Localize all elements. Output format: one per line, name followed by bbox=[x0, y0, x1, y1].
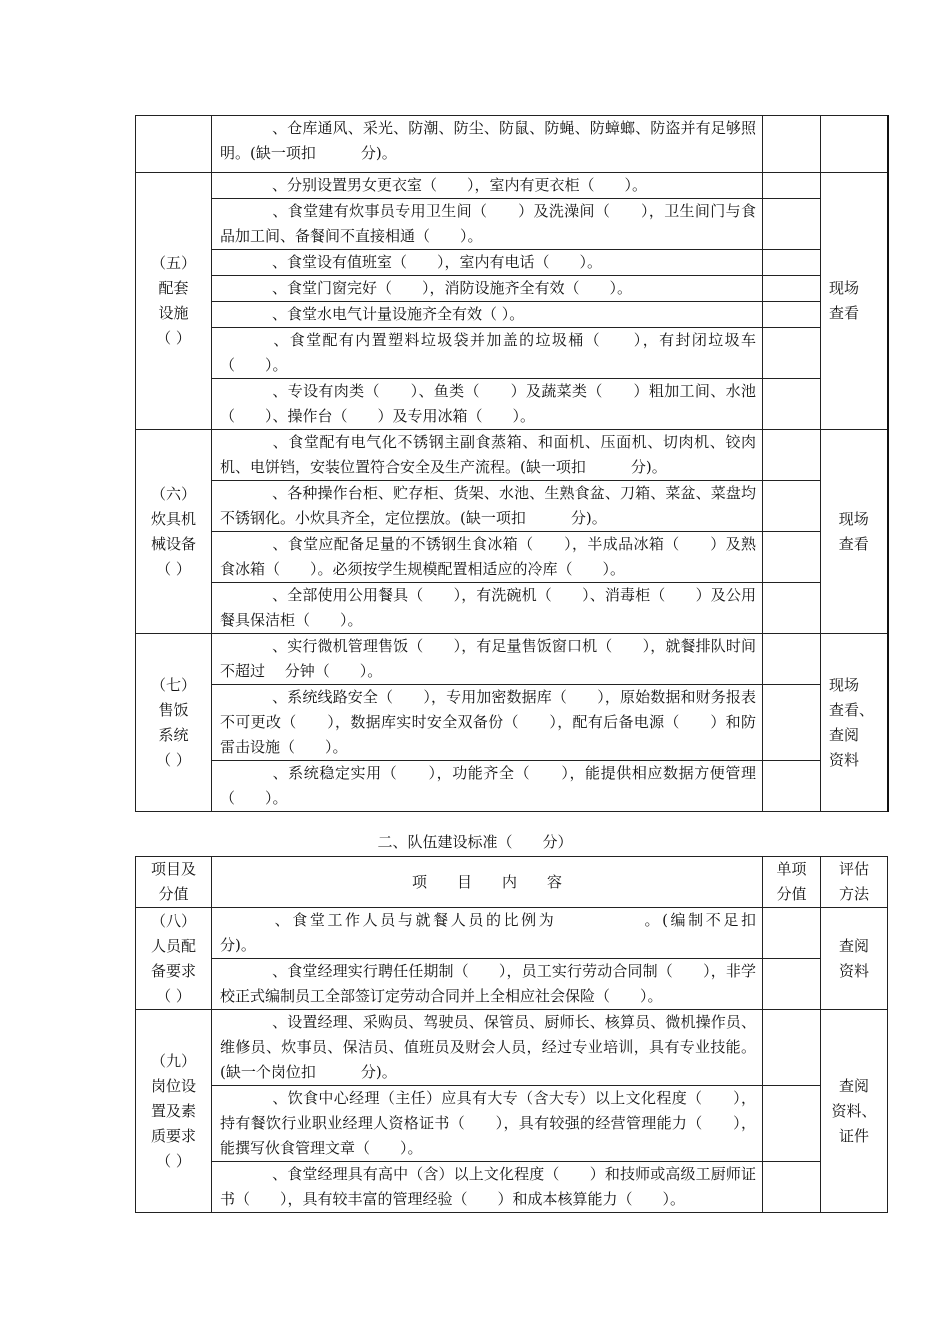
method-cell bbox=[821, 116, 888, 173]
score-cell bbox=[763, 199, 821, 250]
category-cell-7: （七） 售饭 系统 （ ） bbox=[136, 634, 212, 812]
content-cell: 、食堂应配备足量的不锈钢生食冰箱（ ），半成品冰箱（ ）及熟食冰箱（ ）。必须按学生规模配置相适应的冷库（ ）。 bbox=[212, 532, 763, 583]
score-cell bbox=[763, 532, 821, 583]
header-method: 评估 方法 bbox=[821, 857, 888, 908]
method-cell-6: 现场 查看 bbox=[821, 430, 888, 634]
table-row bbox=[136, 583, 888, 634]
score-cell bbox=[763, 116, 821, 173]
score-cell bbox=[763, 481, 821, 532]
score-cell bbox=[763, 583, 821, 634]
category-cell-5: （五） 配套 设施 （ ） bbox=[136, 173, 212, 430]
content-cell: 、食堂经理具有高中（含）以上文化程度（ ）和技师或高级工厨师证书（ ），具有较丰富的管理经验（ ）和成本核算能力（ ）。 bbox=[212, 1162, 763, 1213]
content-cell: 、系统稳定实用（ ），功能齐全（ ），能提供相应数据方便管理（ ）。 bbox=[212, 761, 763, 812]
content-cell: 、实行微机管理售饭（ ），有足量售饭窗口机（ ），就餐排队时间不超过 分钟（ ）。 bbox=[212, 634, 763, 685]
method-cell-9: 查阅 资料、 证件 bbox=[821, 1010, 888, 1213]
content-cell: 、全部使用公用餐具（ ），有洗碗机（ ）、消毒柜（ ）及公用餐具保洁柜（ ）。 bbox=[212, 583, 763, 634]
standards-table-facilities bbox=[135, 115, 889, 812]
score-cell bbox=[763, 379, 821, 430]
table-row bbox=[136, 276, 888, 302]
category-cell bbox=[136, 116, 212, 173]
content-cell: 、专设有肉类（ ）、鱼类（ ）及蔬菜类（ ）粗加工间、水池（ ）、操作台（ ）及专用冰箱（ ）。 bbox=[212, 379, 763, 430]
table-row bbox=[136, 302, 888, 328]
content-cell: 、仓库通风、采光、防潮、防尘、防鼠、防蝇、防蟑螂、防盗并有足够照明。(缺一项扣 分)。 bbox=[212, 116, 763, 173]
content-cell: 、食堂设有值班室（ ），室内有电话（ ）。 bbox=[212, 250, 763, 276]
table-row bbox=[136, 761, 888, 812]
table-header-row bbox=[136, 857, 888, 908]
header-score: 单项 分值 bbox=[763, 857, 821, 908]
content-cell: 、食堂水电气计量设施齐全有效（ ）。 bbox=[212, 302, 763, 328]
score-cell bbox=[763, 430, 821, 481]
content-cell: 、设置经理、采购员、驾驶员、保管员、厨师长、核算员、微机操作员、维修员、炊事员、保洁员、值班员及财会人员，经过专业培训，具有专业技能。(缺一个岗位扣 分)。 bbox=[212, 1010, 763, 1086]
table-row bbox=[136, 481, 888, 532]
table-row bbox=[136, 1086, 888, 1162]
content-cell: 、食堂建有炊事员专用卫生间（ ）及洗澡间（ ），卫生间门与食品加工间、备餐间不直接相通（ ）。 bbox=[212, 199, 763, 250]
score-cell bbox=[763, 761, 821, 812]
table-row bbox=[136, 250, 888, 276]
content-cell: 、食堂工作人员与就餐人员的比例为 。(编制不足扣 分)。 bbox=[212, 908, 763, 959]
score-cell bbox=[763, 302, 821, 328]
table-row bbox=[136, 116, 888, 173]
score-cell bbox=[763, 1086, 821, 1162]
table-row bbox=[136, 430, 888, 481]
content-cell: 、分别设置男女更衣室（ ），室内有更衣柜（ ）。 bbox=[212, 173, 763, 199]
content-cell: 、食堂门窗完好（ ），消防设施齐全有效（ ）。 bbox=[212, 276, 763, 302]
score-cell bbox=[763, 1162, 821, 1213]
method-cell-5: 现场 查看 bbox=[821, 173, 888, 430]
content-cell: 、食堂配有电气化不锈钢主副食蒸箱、和面机、压面机、切肉机、铰肉机、电饼铛，安装位置符合安全及生产流程。(缺一项扣 分)。 bbox=[212, 430, 763, 481]
method-cell-8: 查阅 资料 bbox=[821, 908, 888, 1010]
score-cell bbox=[763, 634, 821, 685]
header-content: 项 目 内 容 bbox=[212, 857, 763, 908]
category-cell-8: （八） 人员配 备要求 （ ） bbox=[136, 908, 212, 1010]
header-category: 项目及 分值 bbox=[136, 857, 212, 908]
table-row bbox=[136, 908, 888, 959]
table-row bbox=[136, 1162, 888, 1213]
table-row bbox=[136, 199, 888, 250]
score-cell bbox=[763, 276, 821, 302]
standards-table-staff bbox=[135, 856, 888, 1213]
table-row bbox=[136, 685, 888, 761]
content-cell: 、饮食中心经理（主任）应具有大专（含大专）以上文化程度（ ），持有餐饮行业职业经理人资格证书（ ），具有较强的经营管理能力（ ），能撰写伙食管理文章（ ）。 bbox=[212, 1086, 763, 1162]
score-cell bbox=[763, 173, 821, 199]
table-row bbox=[136, 328, 888, 379]
score-cell bbox=[763, 250, 821, 276]
score-cell bbox=[763, 959, 821, 1010]
table-row bbox=[136, 959, 888, 1010]
score-cell bbox=[763, 685, 821, 761]
table-row bbox=[136, 634, 888, 685]
content-cell: 、各种操作台柜、贮存柜、货架、水池、生熟食盆、刀箱、菜盆、菜盘均不锈钢化。小炊具齐全，定位摆放。(缺一项扣 分)。 bbox=[212, 481, 763, 532]
method-cell-7: 现场 查看、 查阅 资料 bbox=[821, 634, 888, 812]
category-cell-9: （九） 岗位设 置及素 质要求 （ ） bbox=[136, 1010, 212, 1213]
score-cell bbox=[763, 1010, 821, 1086]
section-title: 二、队伍建设标准（ 分） bbox=[377, 833, 573, 851]
content-cell: 、食堂经理实行聘任任期制（ ），员工实行劳动合同制（ ），非学校正式编制员工全部签订定劳动合同并上全相应社会保险（ ）。 bbox=[212, 959, 763, 1010]
table-row bbox=[136, 379, 888, 430]
content-cell: 、系统线路安全（ ），专用加密数据库（ ），原始数据和财务报表不可更改（ ），数据库实时安全双备份（ ），配有后备电源（ ）和防雷击设施（ ）。 bbox=[212, 685, 763, 761]
category-cell-6: （六） 炊具机 械设备 （ ） bbox=[136, 430, 212, 634]
score-cell bbox=[763, 328, 821, 379]
table-row bbox=[136, 1010, 888, 1086]
content-cell: 、食堂配有内置塑料垃圾袋并加盖的垃圾桶（ ），有封闭垃圾车（ ）。 bbox=[212, 328, 763, 379]
table-row bbox=[136, 532, 888, 583]
table-row bbox=[136, 173, 888, 199]
